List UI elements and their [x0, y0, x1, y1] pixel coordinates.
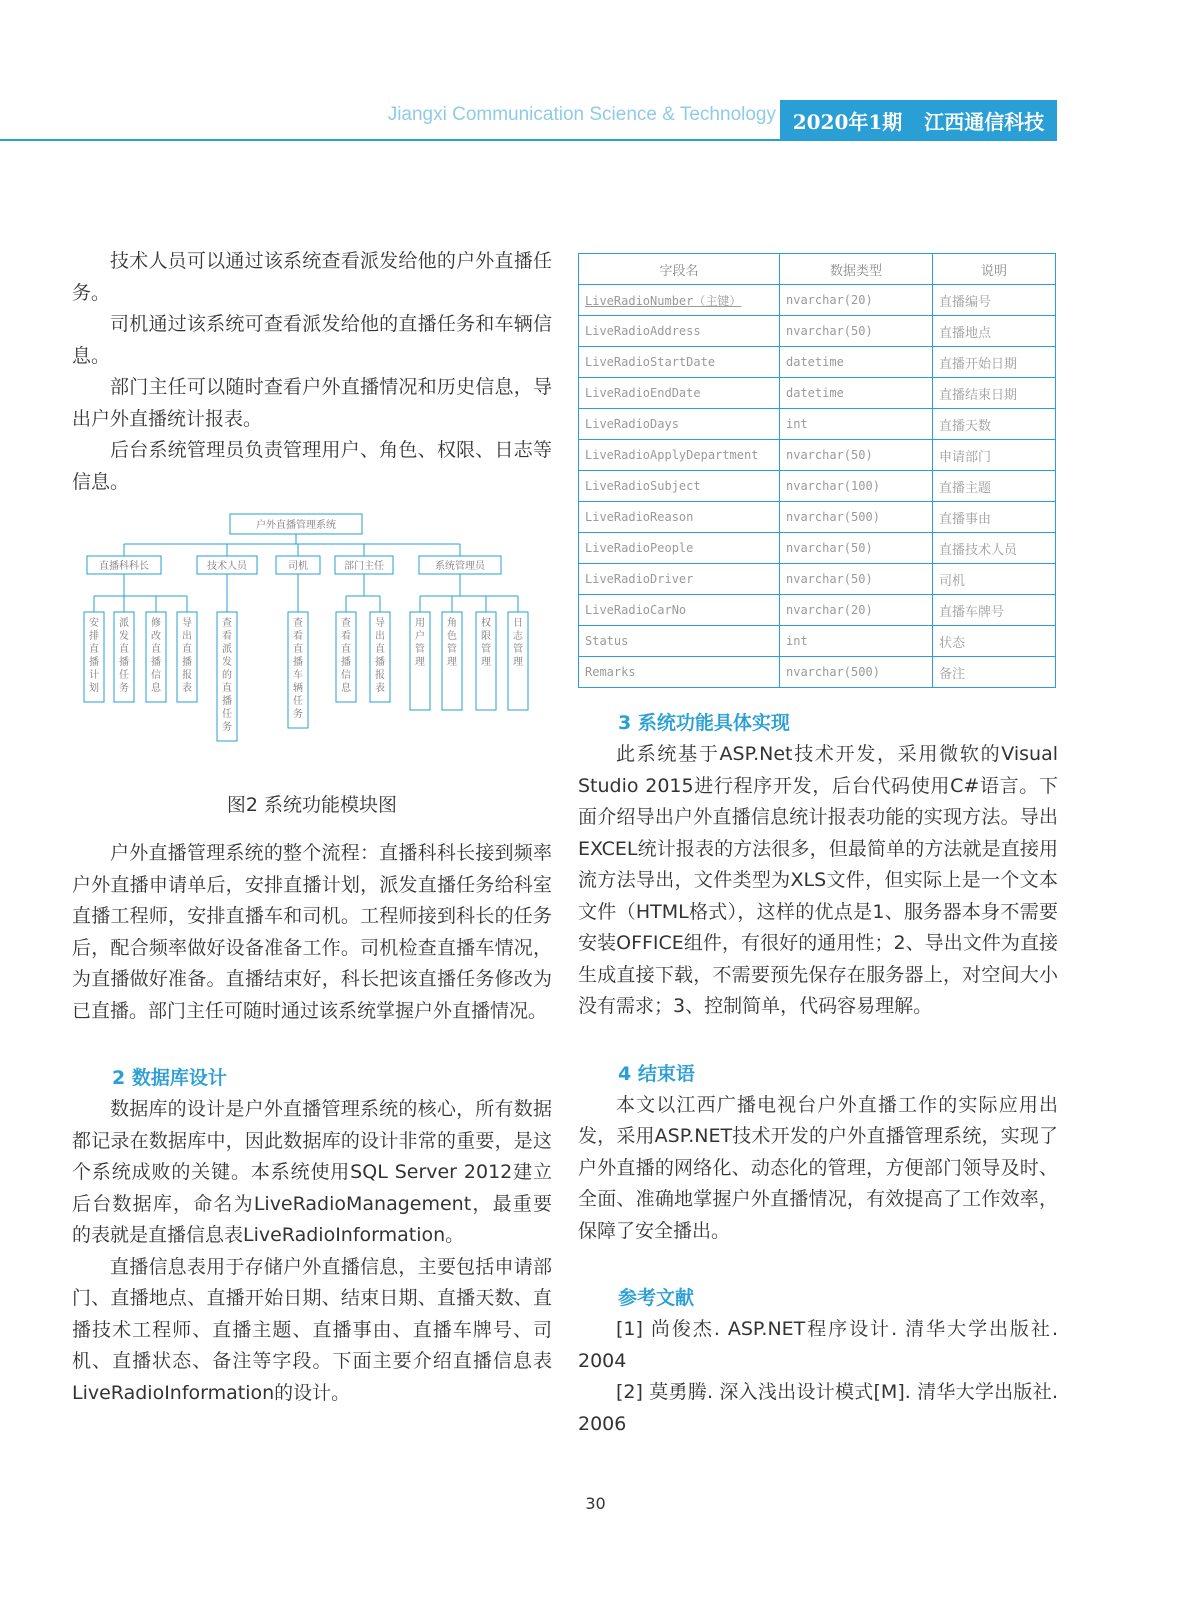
journal-issue-banner: [780, 100, 1057, 141]
section-heading: 4 结束语: [618, 1062, 695, 1085]
data-type-cell: nvarchar(50): [780, 316, 933, 347]
description-cell: 直播技术人员: [933, 533, 1056, 564]
description-cell: 直播编号: [933, 285, 1056, 316]
system-module-diagram: [72, 512, 552, 780]
section-heading: 3 系统功能具体实现: [618, 712, 790, 734]
references-heading: 参考文献: [618, 1287, 695, 1309]
description-cell: 司机: [933, 564, 1056, 595]
field-name-cell: LiveRadioEndDate: [579, 378, 780, 409]
paragraph: 本文以江西广播电视台户外直播工作的实际应用出发，采用ASP.NET技术开发的户外直播管理系统，实现了户外直播的网络化、动态化的管理，方便部门领导及时、全面、准确地掌握户外直播情况，有效提高了工作效率，保障了安全播出。: [578, 1093, 1058, 1242]
diagram-group-label: 直播科科长: [99, 561, 149, 572]
paragraph: 后台系统管理员负责管理用户、角色、权限、日志等信息。: [72, 439, 552, 493]
data-type-cell: datetime: [780, 378, 933, 409]
left-column-bottom: [72, 838, 552, 1409]
field-name-cell: LiveRadioPeople: [579, 533, 780, 564]
description-cell: 直播天数: [933, 409, 1056, 440]
description-cell: 直播主题: [933, 471, 1056, 502]
diagram-leaf-label: 权限管理: [481, 618, 491, 668]
field-name-cell: LiveRadioNumber（主键）: [579, 285, 780, 316]
field-name-cell: LiveRadioApplyDepartment: [579, 440, 780, 471]
field-name-cell: LiveRadioReason: [579, 502, 780, 533]
field-name-cell: LiveRadioSubject: [579, 471, 780, 502]
diagram-leaf-label: 查看直播信息: [341, 618, 351, 694]
paragraph: 部门主任可以随时查看户外直播情况和历史信息，导出户外直播统计报表。: [72, 376, 552, 430]
field-name-cell: Status: [579, 626, 780, 657]
reference-item: [1] 尚俊杰. ASP.NET程序设计. 清华大学出版社. 2004: [578, 1318, 1058, 1372]
diagram-leaf-label: 用户管理: [415, 618, 425, 668]
description-cell: 状态: [933, 626, 1056, 657]
section-heading: 2 数据库设计: [112, 1067, 227, 1089]
data-type-cell: nvarchar(500): [780, 502, 933, 533]
left-column-top: [72, 246, 552, 498]
diagram-svg: [72, 512, 552, 780]
data-type-cell: nvarchar(20): [780, 285, 933, 316]
diagram-leaf-label: 导出直播报表: [182, 618, 192, 694]
paragraph: 户外直播管理系统的整个流程：直播科科长接到频率户外直播申请单后，安排直播计划，派发直播任务给科室直播工程师，安排直播车和司机。工程师接到科长的任务后，配合频率做好设备准备工作。司机检查直播车情况，为直播做好准备。直播结束好，科长把该直播任务修改为已直播。部门主任可随时通过该系统掌握户外直播情况。: [72, 842, 552, 1022]
table-row: [579, 502, 1056, 533]
description-cell: 直播结束日期: [933, 378, 1056, 409]
data-type-cell: nvarchar(50): [780, 533, 933, 564]
table-row: [579, 440, 1056, 471]
table-row: [579, 347, 1056, 378]
description-cell: 直播地点: [933, 316, 1056, 347]
data-type-cell: int: [780, 409, 933, 440]
description-cell: 直播事由: [933, 502, 1056, 533]
diagram-leaf-label: 查看派发的直播任务: [222, 618, 232, 733]
diagram-group-label: 系统管理员: [435, 561, 485, 572]
diagram-group-label: 部门主任: [344, 561, 384, 572]
field-name-cell: LiveRadioDays: [579, 409, 780, 440]
description-cell: 直播车牌号: [933, 595, 1056, 626]
paragraph: 直播信息表用于存储户外直播信息，主要包括申请部门、直播地点、直播开始日期、结束日期、直播天数、直播技术工程师、直播主题、直播事由、直播车牌号、司机、直播状态、备注等字段。下面主要介绍直播信息表LiveRadioInformation的设计。: [72, 1255, 552, 1404]
description-cell: 备注: [933, 657, 1056, 688]
table-row: [579, 533, 1056, 564]
data-type-cell: int: [780, 626, 933, 657]
field-name-cell: Remarks: [579, 657, 780, 688]
diagram-leaf-label: 角色管理: [447, 618, 457, 668]
field-name-cell: LiveRadioCarNo: [579, 595, 780, 626]
diagram-leaf-label: 日志管理: [513, 618, 523, 668]
column-header: 说明: [933, 254, 1056, 285]
issue-label: 2020年1期: [792, 110, 903, 134]
table-row: [579, 595, 1056, 626]
diagram-group-label: 技术人员: [207, 561, 247, 572]
table-row: [579, 316, 1056, 347]
right-column: [578, 708, 1058, 1440]
table-row: [579, 285, 1056, 316]
paragraph: 技术人员可以通过该系统查看派发给他的户外直播任务。: [72, 250, 552, 304]
figure-caption: 图2 系统功能模块图: [226, 794, 398, 816]
table-header-row: [579, 254, 1056, 285]
table-row: [579, 409, 1056, 440]
table-row: [579, 378, 1056, 409]
diagram-root-label: 户外直播管理系统: [256, 520, 336, 531]
field-name-cell: LiveRadioStartDate: [579, 347, 780, 378]
diagram-leaf-label: 派发直播任务: [119, 618, 129, 694]
description-cell: 申请部门: [933, 440, 1056, 471]
data-type-cell: nvarchar(50): [780, 440, 933, 471]
diagram-leaf-label: 安排直播计划: [89, 618, 99, 694]
data-type-cell: nvarchar(20): [780, 595, 933, 626]
column-header: 数据类型: [780, 254, 933, 285]
diagram-leaf-label: 查看直播车辆任务: [293, 618, 303, 720]
paragraph: 司机通过该系统可查看派发给他的直播任务和车辆信息。: [72, 313, 552, 367]
paragraph: 此系统基于ASP.Net技术开发，采用微软的Visual Studio 2015进行程序开发，后台代码使用C#语言。下面介绍导出户外直播信息统计报表功能的实现方法。导出EXCEL统计报表的方法很多，但最简单的方法就是直接用流方法导出，文件类型为XLS文件，但实际上是一个文本文件（HTML格式），这样的优点是1、服务器本身不需要安装OFFICE组件，有很好的通用性；2、导出文件为直接生成直接下载，不需要预先保存在服务器上，对空间大小没有需求；3、控制简单，代码容易理解。: [578, 743, 1058, 1017]
field-name-cell: LiveRadioAddress: [579, 316, 780, 347]
data-type-cell: nvarchar(100): [780, 471, 933, 502]
journal-chinese-title: 江西通信科技: [924, 110, 1045, 134]
table-row: [579, 471, 1056, 502]
data-type-cell: datetime: [780, 347, 933, 378]
reference-item: [2] 莫勇腾. 深入浅出设计模式[M]. 清华大学出版社. 2006: [578, 1381, 1058, 1435]
diagram-leaf-label: 导出直播报表: [375, 618, 385, 694]
table-row: [579, 626, 1056, 657]
column-header: 字段名: [579, 254, 780, 285]
data-type-cell: nvarchar(500): [780, 657, 933, 688]
paragraph: 数据库的设计是户外直播管理系统的核心，所有数据都记录在数据库中，因此数据库的设计非常的重要，是这个系统成败的关键。本系统使用SQL Server 2012建立后台数据库，命名为LiveRadioManagement，最重要的表就是直播信息表LiveRadioInformation。: [72, 1098, 552, 1246]
journal-english-title: Jiangxi Communication Science & Technology: [387, 104, 776, 125]
table-row: [579, 564, 1056, 595]
description-cell: 直播开始日期: [933, 347, 1056, 378]
live-radio-information-table: [578, 253, 1056, 688]
page-number: 30: [585, 1494, 606, 1513]
diagram-leaf-label: 修改直播信息: [151, 618, 161, 694]
field-name-cell: LiveRadioDriver: [579, 564, 780, 595]
references-list: [578, 1314, 1058, 1440]
diagram-group-label: 司机: [288, 561, 308, 572]
data-type-cell: nvarchar(50): [780, 564, 933, 595]
table-row: [579, 657, 1056, 688]
